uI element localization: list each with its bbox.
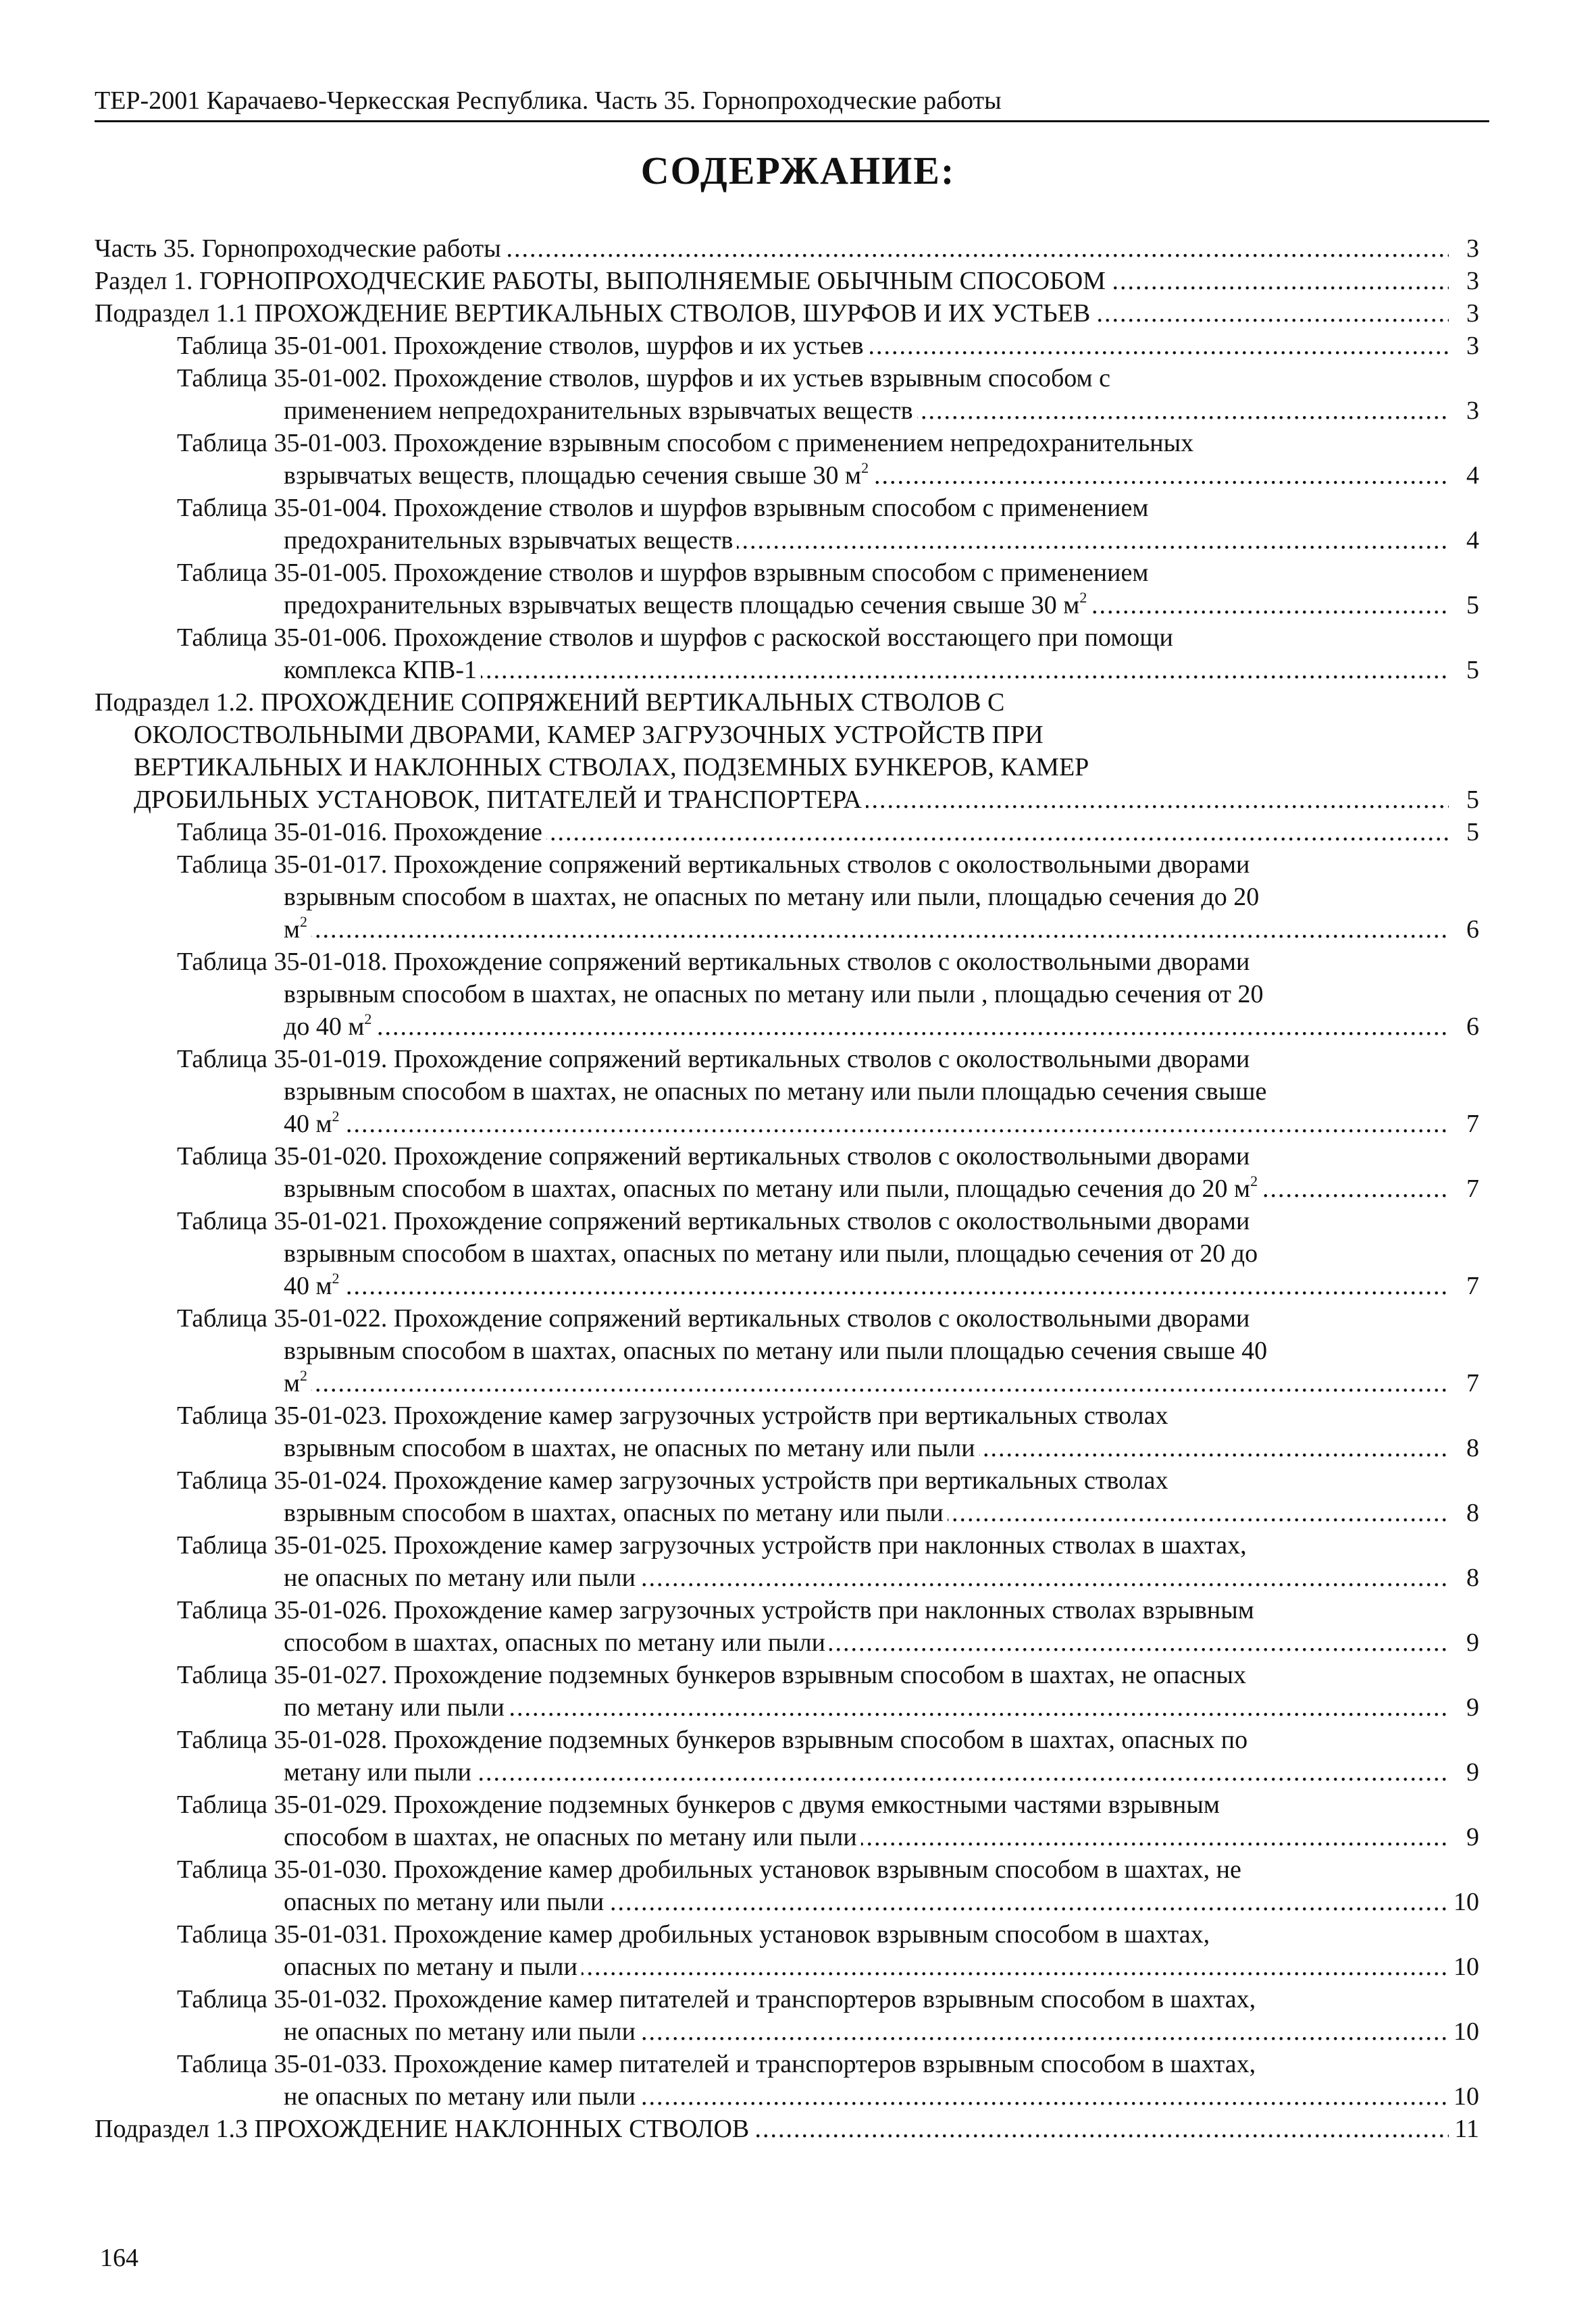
toc-table-entry[interactable]: [0, 1399, 1596, 1464]
toc-entry-line: [0, 232, 1596, 265]
toc-entry-text: ОКОЛОСТВОЛЬНЫМИ ДВОРАМИ, КАМЕР ЗАГРУЗОЧНЫХ УСТРОЙСТВ ПРИ: [134, 719, 1048, 751]
toc-entry-text: способом в шахтах, не опасных по метану или пыли: [284, 1821, 861, 1853]
toc-entry-line: [0, 686, 1596, 719]
toc-entry-text: Таблица 35-01-001. Прохождение стволов, шурфов и их устьев: [177, 330, 868, 362]
toc-table-entry[interactable]: [0, 1983, 1596, 2048]
toc-table-entry[interactable]: [0, 946, 1596, 1043]
toc-entry-text: Таблица 35-01-026. Прохождение камер загрузочных устройств при наклонных стволах взрывным: [177, 1594, 1258, 1626]
toc-entry-text: применением непредохранительных взрывчатых веществ: [284, 394, 917, 427]
toc-entry-line: [0, 913, 1596, 946]
toc-entry-line: [0, 1951, 1596, 1983]
toc-page-number: 9: [1462, 1756, 1479, 1789]
toc-entry-line: [0, 459, 1596, 492]
toc-entry-text: Таблица 35-01-031. Прохождение камер дробильных установок взрывным способом в шахтах,: [177, 1918, 1214, 1951]
toc-page-number: 8: [1462, 1432, 1479, 1464]
toc-entry-line: [0, 654, 1596, 686]
toc-entry-line: [0, 1010, 1596, 1043]
toc-entry-line: [0, 1691, 1596, 1724]
toc-entry-line: [0, 1205, 1596, 1237]
toc-entry-text: Таблица 35-01-018. Прохождение сопряжений вертикальных стволов с околоствольными дворами: [177, 946, 1254, 978]
toc-section-entry[interactable]: [0, 2113, 1596, 2145]
toc-entry-text: Таблица 35-01-004. Прохождение стволов и шурфов взрывным способом с применением: [177, 492, 1152, 524]
toc-entry-line: [0, 946, 1596, 978]
toc-entry-text: ВЕРТИКАЛЬНЫХ И НАКЛОННЫХ СТВОЛАХ, ПОДЗЕМНЫХ БУНКЕРОВ, КАМЕР: [134, 751, 1093, 783]
toc-table-entry[interactable]: [0, 1464, 1596, 1529]
table-of-contents: [0, 232, 1596, 2145]
toc-entry-text: комплекса КПВ-1: [284, 654, 481, 686]
toc-entry-line: [0, 1108, 1596, 1140]
toc-entry-text: Таблица 35-01-021. Прохождение сопряжений вертикальных стволов с околоствольными дворами: [177, 1205, 1254, 1237]
toc-table-entry[interactable]: [0, 1302, 1596, 1399]
toc-entry-text: $м^2$: [284, 913, 311, 946]
toc-page-number: 3: [1462, 265, 1479, 297]
toc-entry-line: [0, 492, 1596, 524]
toc-entry-text: взрывным способом в шахтах, не опасных по метану или пыли , площадью сечения от 20: [284, 978, 1268, 1010]
toc-dot-leader: [284, 1270, 1449, 1302]
toc-table-entry[interactable]: [0, 1594, 1596, 1659]
header-rule: [95, 120, 1489, 122]
toc-entry-line: [0, 1399, 1596, 1432]
toc-entry-text: 40 $м^2$: [284, 1108, 344, 1140]
toc-table-entry[interactable]: [0, 1789, 1596, 1853]
toc-page-number: 10: [1449, 1886, 1479, 1918]
toc-page-number: 9: [1462, 1821, 1479, 1853]
toc-entry-text: Таблица 35-01-028. Прохождение подземных бункеров взрывным способом в шахтах, опасных по: [177, 1724, 1252, 1756]
toc-page-number: 5: [1462, 783, 1479, 816]
toc-entry-line: [0, 1302, 1596, 1335]
toc-entry-line: [0, 362, 1596, 394]
toc-entry-text: Таблица 35-01-006. Прохождение стволов и шурфов с раскоской восстающего при помощи: [177, 621, 1177, 654]
toc-entry-line: [0, 1270, 1596, 1302]
toc-entry-text: Таблица 35-01-019. Прохождение сопряжений вертикальных стволов с околоствольными дворами: [177, 1043, 1254, 1075]
toc-entry-text: опасных по метану и пыли: [284, 1951, 582, 1983]
toc-page-number: 3: [1462, 394, 1479, 427]
toc-entry-line: [0, 265, 1596, 297]
toc-entry-text: Таблица 35-01-005. Прохождение стволов и шурфов взрывным способом с применением: [177, 557, 1152, 589]
toc-entry-text: Таблица 35-01-032. Прохождение камер питателей и транспортеров взрывным способом в шахтах,: [177, 1983, 1260, 2015]
toc-entry-text: взрывным способом в шахтах, опасных по метану или пыли, площадью сечения от 20 до: [284, 1237, 1262, 1270]
toc-entry-text: до 40 $м^2$: [284, 1010, 376, 1043]
toc-page-number: 7: [1462, 1367, 1479, 1399]
toc-entry-line: [0, 848, 1596, 881]
toc-table-entry[interactable]: [0, 330, 1596, 362]
toc-entry-text: взрывным способом в шахтах, опасных по метану или пыли площадью сечения свыше 40: [284, 1335, 1271, 1367]
toc-entry-text: не опасных по метану или пыли: [284, 2080, 640, 2113]
toc-entry-text: Таблица 35-01-003. Прохождение взрывным способом с применением непредохранительных: [177, 427, 1198, 459]
toc-entry-line: [0, 1983, 1596, 2015]
toc-table-entry[interactable]: [0, 1205, 1596, 1302]
toc-dot-leader: [284, 1367, 1449, 1399]
toc-entry-line: [0, 1335, 1596, 1367]
toc-page-number: 8: [1462, 1562, 1479, 1594]
toc-entry-text: Часть 35. Горнопроходческие работы: [95, 232, 505, 265]
toc-entry-text: Таблица 35-01-030. Прохождение камер дробильных установок взрывным способом в шахтах, не: [177, 1853, 1245, 1886]
toc-page-number: 7: [1462, 1108, 1479, 1140]
toc-entry-text: взрывным способом в шахтах, не опасных по метану или пыли, площадью сечения до 20: [284, 881, 1263, 913]
toc-entry-line: [0, 524, 1596, 557]
toc-entry-line: [0, 2080, 1596, 2113]
toc-dot-leader: [284, 1010, 1449, 1043]
toc-page-number: 4: [1462, 524, 1479, 557]
toc-entry-line: [0, 751, 1596, 783]
toc-entry-text: Подраздел 1.1 ПРОХОЖДЕНИЕ ВЕРТИКАЛЬНЫХ СТВОЛОВ, ШУРФОВ И ИХ УСТЬЕВ: [95, 297, 1094, 330]
toc-entry-text: 40 $м^2$: [284, 1270, 344, 1302]
toc-entry-text: Таблица 35-01-002. Прохождение стволов, шурфов и их устьев взрывным способом с: [177, 362, 1114, 394]
toc-entry-text: Таблица 35-01-027. Прохождение подземных бункеров взрывным способом в шахтах, не опасных: [177, 1659, 1250, 1691]
toc-page-number: 9: [1462, 1691, 1479, 1724]
toc-table-entry[interactable]: [0, 2048, 1596, 2113]
toc-page-number: 5: [1462, 654, 1479, 686]
toc-entry-text: Таблица 35-01-023. Прохождение камер загрузочных устройств при вертикальных стволах: [177, 1399, 1172, 1432]
toc-entry-line: [0, 783, 1596, 816]
toc-entry-line: [0, 297, 1596, 330]
toc-page-number: 9: [1462, 1626, 1479, 1659]
toc-entry-text: Таблица 35-01-029. Прохождение подземных бункеров с двумя емкостными частями взрывным: [177, 1789, 1224, 1821]
toc-page-number: 8: [1462, 1497, 1479, 1529]
toc-entry-text: предохранительных взрывчатых веществ площадью сечения свыше 30 $м^2$: [284, 589, 1091, 621]
toc-entry-line: [0, 1173, 1596, 1205]
toc-entry-line: [0, 2113, 1596, 2145]
toc-table-entry[interactable]: [0, 1659, 1596, 1724]
toc-entry-text: взрывным способом в шахтах, не опасных по метану или пыли площадью сечения свыше: [284, 1075, 1270, 1108]
toc-entry-line: [0, 1237, 1596, 1270]
toc-entry-text: взрывным способом в шахтах, не опасных по метану или пыли: [284, 1432, 979, 1464]
toc-entry-text: Таблица 35-01-022. Прохождение сопряжений вертикальных стволов с околоствольными дворами: [177, 1302, 1254, 1335]
toc-entry-text: по метану или пыли: [284, 1691, 509, 1724]
toc-dot-leader: [284, 1108, 1449, 1140]
toc-entry-text: взрывным способом в шахтах, опасных по метану или пыли: [284, 1497, 948, 1529]
toc-entry-line: [0, 1886, 1596, 1918]
toc-table-entry[interactable]: [0, 492, 1596, 557]
toc-table-entry[interactable]: [0, 427, 1596, 492]
toc-entry-line: [0, 1562, 1596, 1594]
running-header: ТЕР-2001 Карачаево-Черкесская Республика. Часть 35. Горнопроходческие работы: [95, 86, 1002, 115]
toc-section-entry[interactable]: [0, 265, 1596, 297]
toc-page-number: 5: [1462, 816, 1479, 848]
toc-page-number: 6: [1462, 913, 1479, 946]
toc-entry-line: [0, 557, 1596, 589]
toc-entry-text: предохранительных взрывчатых веществ: [284, 524, 737, 557]
toc-table-entry[interactable]: [0, 1140, 1596, 1205]
toc-table-entry[interactable]: [0, 362, 1596, 427]
toc-table-entry[interactable]: [0, 1853, 1596, 1918]
page-number: 164: [100, 2244, 138, 2272]
toc-entry-line: [0, 1918, 1596, 1951]
toc-entry-text: метану или пыли: [284, 1756, 475, 1789]
toc-entry-line: [0, 1529, 1596, 1562]
toc-page-number: 3: [1462, 232, 1479, 265]
toc-entry-line: [0, 330, 1596, 362]
toc-section-entry[interactable]: [0, 297, 1596, 330]
toc-table-entry[interactable]: [0, 621, 1596, 686]
toc-entry-text: Таблица 35-01-033. Прохождение камер питателей и транспортеров взрывным способом в шахтах,: [177, 2048, 1260, 2080]
toc-entry-line: [0, 1659, 1596, 1691]
toc-page-number: 4: [1462, 459, 1479, 492]
toc-entry-line: [0, 1594, 1596, 1626]
toc-entry-line: [0, 394, 1596, 427]
toc-section-entry[interactable]: [0, 686, 1596, 816]
toc-entry-text: Таблица 35-01-016. Прохождение: [177, 816, 546, 848]
toc-table-entry[interactable]: [0, 1529, 1596, 1594]
toc-entry-line: [0, 816, 1596, 848]
toc-entry-text: Таблица 35-01-020. Прохождение сопряжений вертикальных стволов с околоствольными дворами: [177, 1140, 1254, 1173]
toc-entry-text: взрывным способом в шахтах, опасных по метану или пыли, площадью сечения до 20 $м^2$: [284, 1173, 1262, 1205]
toc-table-entry[interactable]: [0, 1043, 1596, 1140]
toc-entry-line: [0, 1821, 1596, 1853]
toc-entry-line: [0, 1043, 1596, 1075]
toc-page-number: 3: [1462, 330, 1479, 362]
toc-table-entry[interactable]: [0, 557, 1596, 621]
toc-entry-line: [0, 2015, 1596, 2048]
toc-entry-line: [0, 2048, 1596, 2080]
toc-entry-text: Раздел 1. ГОРНОПРОХОДЧЕСКИЕ РАБОТЫ, ВЫПОЛНЯЕМЫЕ ОБЫЧНЫМ СПОСОБОМ: [95, 265, 1110, 297]
toc-entry-text: опасных по метану или пыли: [284, 1886, 608, 1918]
toc-entry-line: [0, 1497, 1596, 1529]
toc-entry-line: [0, 621, 1596, 654]
toc-entry-text: не опасных по метану или пыли: [284, 2015, 640, 2048]
toc-table-entry[interactable]: [0, 1724, 1596, 1789]
toc-entry-line: [0, 881, 1596, 913]
toc-entry-line: [0, 719, 1596, 751]
toc-entry-text: Таблица 35-01-024. Прохождение камер загрузочных устройств при вертикальных стволах: [177, 1464, 1172, 1497]
toc-page-number: 10: [1449, 2080, 1479, 2113]
toc-entry-line: [0, 1367, 1596, 1399]
toc-table-entry[interactable]: [0, 1918, 1596, 1983]
toc-entry-text: $м^2$: [284, 1367, 311, 1399]
toc-entry-line: [0, 1075, 1596, 1108]
toc-entry-line: [0, 1464, 1596, 1497]
toc-entry-line: [0, 1789, 1596, 1821]
toc-entry-line: [0, 1853, 1596, 1886]
toc-entry-text: Подраздел 1.2. ПРОХОЖДЕНИЕ СОПРЯЖЕНИЙ ВЕРТИКАЛЬНЫХ СТВОЛОВ С: [95, 686, 1008, 719]
toc-entry-line: [0, 589, 1596, 621]
toc-entry-text: Таблица 35-01-025. Прохождение камер загрузочных устройств при наклонных стволах в шахтах,: [177, 1529, 1251, 1562]
toc-page-number: 10: [1449, 1951, 1479, 1983]
toc-title: СОДЕРЖАНИЕ:: [640, 149, 956, 192]
toc-section-entry[interactable]: [0, 232, 1596, 265]
toc-page-number: 7: [1462, 1173, 1479, 1205]
toc-page-number: 10: [1449, 2015, 1479, 2048]
toc-entry-text: не опасных по метану или пыли: [284, 1562, 640, 1594]
toc-page-number: 5: [1462, 589, 1479, 621]
toc-entry-line: [0, 1140, 1596, 1173]
toc-entry-line: [0, 978, 1596, 1010]
toc-entry-line: [0, 1756, 1596, 1789]
toc-entry-text: ДРОБИЛЬНЫХ УСТАНОВОК, ПИТАТЕЛЕЙ И ТРАНСПОРТЕРА: [134, 783, 866, 816]
toc-page-number: 3: [1462, 297, 1479, 330]
toc-dot-leader: [284, 913, 1449, 946]
toc-page-number: 7: [1462, 1270, 1479, 1302]
toc-entry-text: взрывчатых веществ, площадью сечения свыше 30 $м^2$: [284, 459, 873, 492]
toc-page-number: 6: [1462, 1010, 1479, 1043]
toc-entry-line: [0, 1724, 1596, 1756]
toc-table-entry[interactable]: [0, 816, 1596, 848]
toc-entry-text: Таблица 35-01-017. Прохождение сопряжений вертикальных стволов с околоствольными дворами: [177, 848, 1254, 881]
toc-entry-line: [0, 1432, 1596, 1464]
toc-page-number: 11: [1450, 2113, 1479, 2145]
toc-entry-text: способом в шахтах, опасных по метану или пыли: [284, 1626, 829, 1659]
toc-table-entry[interactable]: [0, 848, 1596, 946]
toc-entry-line: [0, 427, 1596, 459]
toc-entry-text: Подраздел 1.3 ПРОХОЖДЕНИЕ НАКЛОННЫХ СТВОЛОВ: [95, 2113, 753, 2145]
toc-entry-line: [0, 1626, 1596, 1659]
